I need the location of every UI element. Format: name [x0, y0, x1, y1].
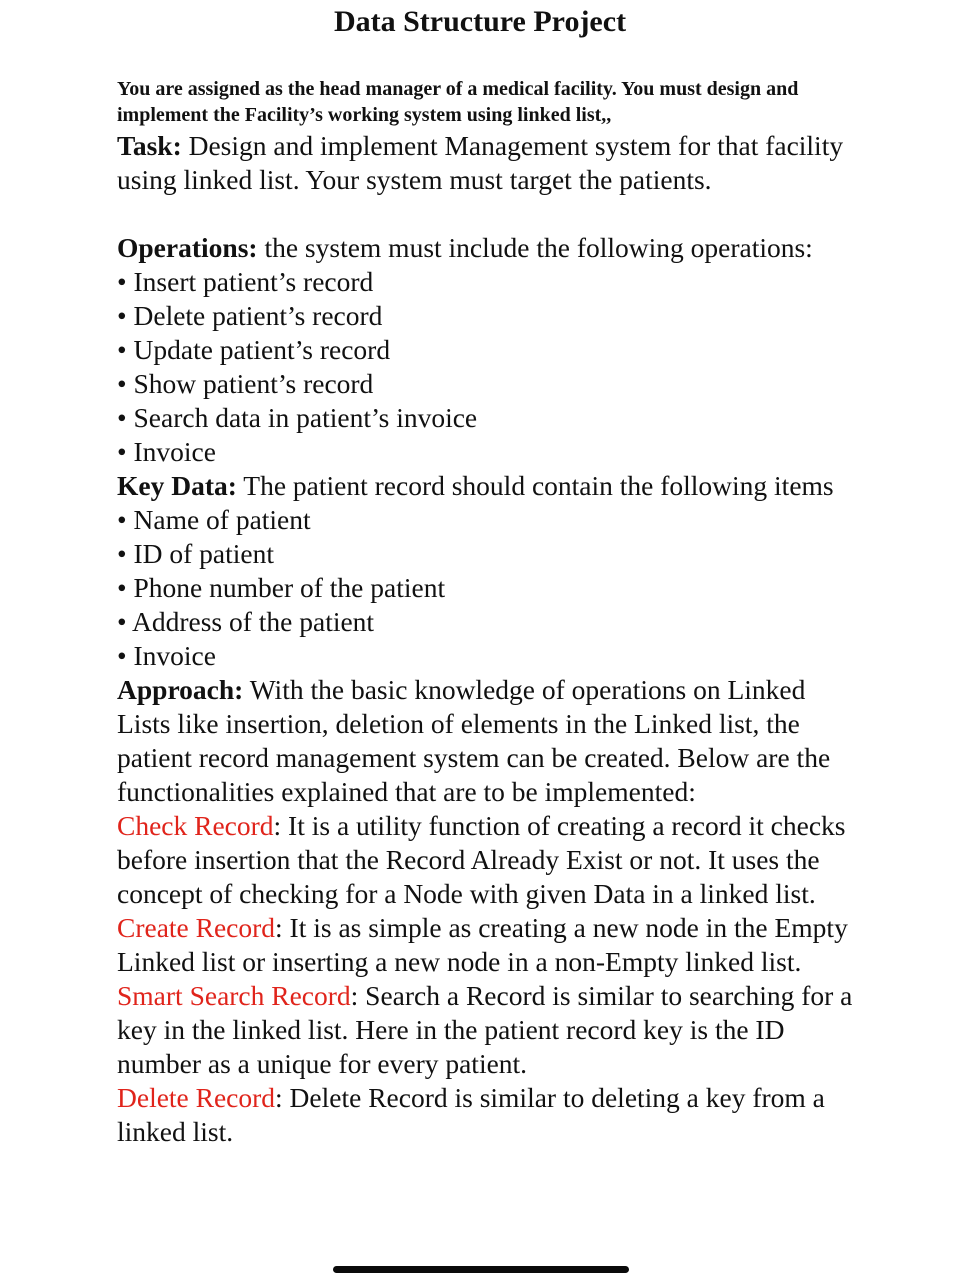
function-description: : It is as simple as creating a new node in the Empty Linked list or inserting a new node in a non-Empty linked list.	[117, 912, 848, 977]
document-body	[117, 129, 857, 1149]
function-create-record	[117, 911, 857, 979]
operations-list-item: • Invoice	[117, 436, 216, 467]
task-label: Task:	[117, 130, 182, 161]
key-data-list-item: • Phone number of the patient	[117, 572, 446, 603]
function-delete-record	[117, 1081, 857, 1149]
key-data-text: The patient record should contain the following items	[236, 470, 834, 501]
key-data-list-item: • Invoice	[117, 640, 216, 671]
task-text: Design and implement Management system for that facility using linked list. Your system must target the patients.	[117, 130, 844, 195]
paragraph-spacer	[117, 197, 857, 231]
function-description: : Search a Record is similar to searching for a key in the linked list. Here in the patient record key is the ID number as a unique for every patient.	[117, 980, 853, 1079]
approach-paragraph	[117, 673, 857, 809]
operations-paragraph	[117, 231, 857, 265]
key-data-list-item: • ID of patient	[117, 538, 275, 569]
function-smart-search-record	[117, 979, 857, 1081]
function-name: Delete Record	[117, 1082, 276, 1113]
operations-text: the system must include the following operations:	[257, 232, 813, 263]
operations-list-item: • Update patient’s record	[117, 334, 391, 365]
function-name: Check Record	[117, 810, 274, 841]
function-description: : Delete Record is similar to deleting a key from a linked list.	[117, 1082, 825, 1147]
operations-list-item: • Delete patient’s record	[117, 300, 383, 331]
page-title: Data Structure Project	[333, 5, 627, 38]
task-paragraph	[117, 129, 857, 197]
key-data-paragraph	[117, 469, 857, 503]
home-indicator-bar[interactable]	[333, 1266, 629, 1273]
approach-label: Approach:	[117, 674, 244, 705]
key-data-list-item: • Address of the patient	[117, 606, 375, 637]
intro-paragraph: You are assigned as the head manager of a medical facility. You must design and implement the Facility’s working system using linked list,,	[117, 78, 799, 126]
operations-list-item: • Search data in patient’s invoice	[117, 402, 478, 433]
key-data-label: Key Data:	[117, 470, 237, 501]
approach-text: With the basic knowledge of operations on Linked Lists like insertion, deletion of elements in the Linked list, the patient record management system can be created. Below are the functionalities explained that are to be implemented:	[117, 674, 831, 807]
function-description: : It is a utility function of creating a record it checks before insertion that the Record Already Exist or not. It uses the concept of checking for a Node with given Data in a linked list.	[117, 810, 846, 909]
operations-label: Operations:	[117, 232, 258, 263]
key-data-list-item: • Name of patient	[117, 504, 311, 535]
function-check-record	[117, 809, 857, 911]
operations-list-item: • Show patient’s record	[117, 368, 374, 399]
function-name: Create Record	[117, 912, 276, 943]
function-name: Smart Search Record	[117, 980, 351, 1011]
operations-list-item: • Insert patient’s record	[117, 266, 374, 297]
